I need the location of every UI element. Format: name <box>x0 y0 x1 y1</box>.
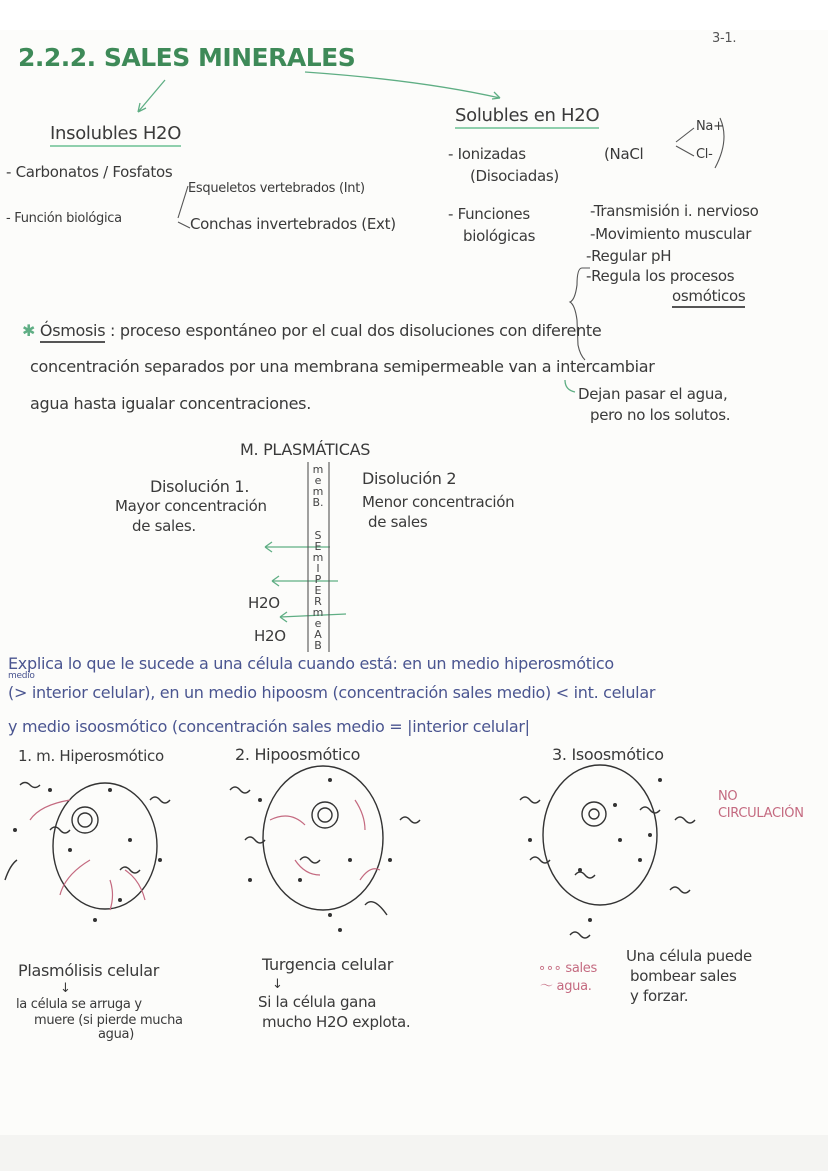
solubles-heading: Solubles en H2O <box>455 106 599 129</box>
osmosis-line-1: ✱ Ósmosis : proceso espontáneo por el cual dos disoluciones con diferente <box>22 322 601 340</box>
osmosis-text-1: : proceso espontáneo por el cual dos disoluciones con diferente <box>110 321 602 340</box>
solubles-ionizadas: - Ionizadas <box>448 145 526 163</box>
membrane-label-semipermeab <box>312 530 324 651</box>
cell-1-nucleus <box>72 807 98 833</box>
diagram-title: M. PLASMÁTICAS <box>240 440 371 459</box>
no-circulacion-1: NO <box>718 789 738 804</box>
water-symbol-icon: 〜 <box>540 979 553 994</box>
membrane-letter: E <box>314 540 322 553</box>
membrane-letter: e <box>314 617 322 630</box>
funcion-conchas: Conchas invertebrados (Ext) <box>190 215 396 233</box>
osmosis-term: Ósmosis <box>40 321 105 343</box>
ion-na: Na+ <box>696 119 724 134</box>
insolubles-item-funcion: - Función biológica <box>6 211 122 226</box>
disolucion-1-title: Disolución 1. <box>150 477 250 496</box>
question-line-3: y medio isoosmótico (concentración sales medio = |interior celular| <box>8 717 530 736</box>
cell-1-explanation-2: muere (si pierde mucha <box>34 1013 183 1028</box>
cell-1-explanation-1: la célula se arruga y <box>16 997 142 1012</box>
funcion-esqueletos: Esqueletos vertebrados (Int) <box>188 181 365 196</box>
funcion-osmoticos-2: osmóticos <box>672 288 745 308</box>
cell-2-membrane <box>263 766 383 910</box>
cell-3-explanation-1: Una célula puede <box>626 947 752 965</box>
membrane-letter: R <box>314 595 322 608</box>
membrane-letter: I <box>316 562 320 575</box>
arrow-membrane-2 <box>272 573 338 586</box>
ion-cl: Cl- <box>696 147 713 162</box>
cell-2-result: Turgencia celular <box>262 955 394 974</box>
membrane-label-memb <box>312 464 324 508</box>
disolucion-2-line-2: Menor concentración <box>362 493 515 511</box>
funcion-movimiento: -Movimiento muscular <box>590 225 752 243</box>
membrane-letter: m <box>312 485 324 498</box>
cell-3-explanation-3: y forzar. <box>630 987 689 1005</box>
legend-agua <box>540 980 592 994</box>
funcion-osmoticos-1: -Regula los procesos <box>586 267 735 285</box>
osmosis-line-2: concentración separados por una membrana semipermeable van a intercambiar <box>30 357 655 376</box>
cell-3-explanation-2: bombear sales <box>630 967 737 985</box>
insolubles-item-carbonatos: - Carbonatos / Fosfatos <box>6 163 173 181</box>
cell-3-nucleus <box>582 802 606 826</box>
membrane-letter: A <box>314 628 322 641</box>
cell-2-nucleus <box>312 802 338 828</box>
disolucion-1-line-3: de sales. <box>132 517 196 535</box>
water-label-1: H2O <box>248 594 280 612</box>
membrane-letter: e <box>314 474 322 487</box>
nacl-label: (NaCl <box>604 145 644 163</box>
cell-2-explanation-2: mucho H2O explota. <box>262 1013 411 1031</box>
water-label-2: H2O <box>254 627 286 645</box>
page-title: 2.2.2. SALES MINERALES <box>18 43 356 72</box>
funcion-transmision: -Transmisión i. nervioso <box>590 202 759 220</box>
solubles-disociadas: (Disociadas) <box>470 167 559 185</box>
disolucion-1-line-2: Mayor concentración <box>115 497 267 515</box>
membrane-letter: m <box>312 606 324 619</box>
disolucion-2-line-3: de sales <box>368 513 428 531</box>
membrane-letter: m <box>312 551 324 564</box>
no-circulacion-2: CIRCULACIÓN <box>718 806 804 821</box>
cell-1-explanation-3: agua) <box>98 1027 134 1042</box>
membrane-letter: P <box>314 573 322 586</box>
question-annotation: medio <box>8 671 35 681</box>
arrow-down: ↓ <box>272 977 283 992</box>
disolucion-2-title: Disolución 2 <box>362 469 457 488</box>
cell-1-label: 1. m. Hiperosmótico <box>18 747 164 765</box>
question-line-2: (> interior celular), en un medio hipoosm (concentración sales medio) < int. celular <box>8 683 656 702</box>
arrow-to-solubles <box>305 72 500 99</box>
question-line-1: Explica lo que le sucede a una célula cuando está: en un medio hiperosmótico <box>8 654 614 673</box>
funcion-ph: -Regular pH <box>586 247 672 265</box>
cell-1-result: Plasmólisis celular <box>18 961 160 980</box>
cell-2-label: 2. Hipoosmótico <box>235 745 361 764</box>
salt-symbol-icon: ∘∘∘ <box>538 961 562 976</box>
arrow-down: ↓ <box>60 981 71 996</box>
arrow-to-insolubles <box>138 80 165 112</box>
membrane-letter: m <box>312 463 324 476</box>
arrow-dejan <box>565 380 575 392</box>
legend-sales-label: sales <box>565 961 597 976</box>
membrane-letter: E <box>314 584 322 597</box>
membrane-letter: B <box>314 639 322 652</box>
legend-agua-label: agua. <box>556 979 592 994</box>
funciones-label-1: - Funciones <box>448 205 530 223</box>
membrane-letter: B. <box>312 496 324 509</box>
semipermeable-note-1: Dejan pasar el agua, <box>578 385 728 403</box>
cell-2-explanation-1: Si la célula gana <box>258 993 377 1011</box>
water-flow-arrows <box>30 800 380 910</box>
page-number: 3-1. <box>712 31 737 46</box>
cell-3-label: 3. Isoosmótico <box>552 745 664 764</box>
semipermeable-note-2: pero no los solutos. <box>590 406 731 424</box>
legend-sales <box>538 962 597 976</box>
funciones-label-2: biológicas <box>463 227 536 245</box>
insolubles-heading: Insolubles H2O <box>50 124 181 147</box>
cell-3-membrane <box>543 765 657 905</box>
membrane-letter: S <box>314 529 322 542</box>
osmosis-line-3: agua hasta igualar concentraciones. <box>30 394 312 413</box>
